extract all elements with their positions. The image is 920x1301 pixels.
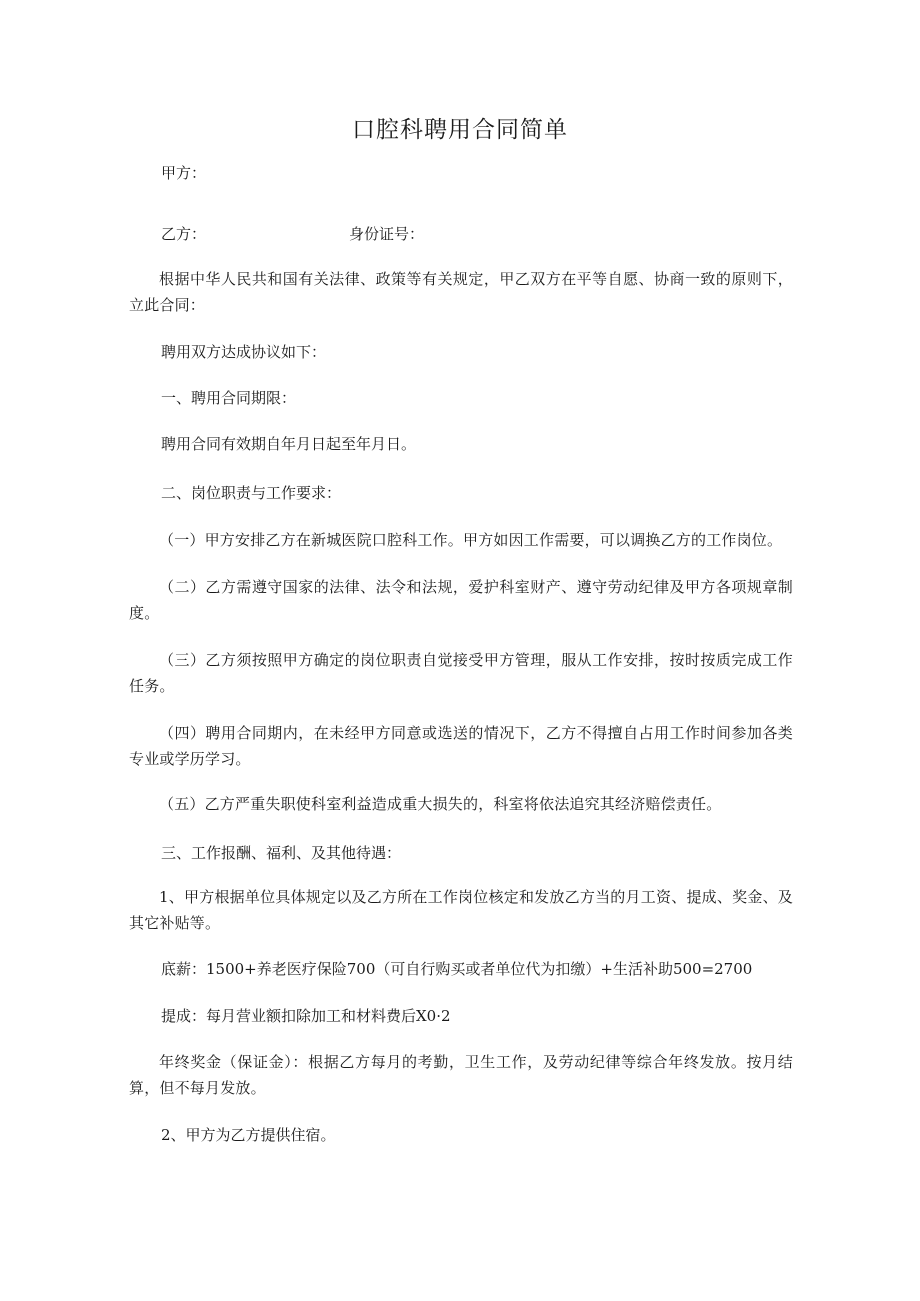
section2-item-5: （五）乙方严重失职使科室利益造成重大损失的，科室将依法追究其经济赔偿责任。: [159, 795, 722, 813]
document-title: 口腔科聘用合同简单: [352, 117, 568, 143]
section2-item-3: （三）乙方须按照甲方确定的岗位职责自觉接受甲方管理，服从工作安排，按时按质完成工作任务。: [129, 651, 793, 695]
section3-heading: 三、工作报酬、福利、及其他待遇：: [161, 844, 402, 862]
section1-heading: 一、聘用合同期限：: [161, 389, 297, 407]
year-end-bonus-paragraph: 年终奖金（保证金）：根据乙方每月的考勤，卫生工作，及劳动纪律等综合年终发放。按月结算，但不每月发放。: [129, 1053, 793, 1097]
section3-item-2: 2、甲方为乙方提供住宿。: [161, 1126, 336, 1144]
party-b-label: 乙方：: [161, 225, 207, 243]
commission-line: 提成：每月营业额扣除加工和材料费后X0·2: [161, 1007, 451, 1025]
section2-item-4: （四）聘用合同期内，在未经甲方同意或选送的情况下，乙方不得擅自占用工作时间参加各类专业或学历学习。: [129, 724, 793, 768]
section2-heading: 二、岗位职责与工作要求：: [161, 484, 342, 502]
preamble-paragraph: 根据中华人民共和国有关法律、政策等有关规定，甲乙双方在平等自愿、协商一致的原则下，立此合同：: [129, 270, 793, 314]
section2-item-2: （二）乙方需遵守国家的法律、法令和法规，爱护科室财产、遵守劳动纪律及甲方各项规章制度。: [129, 578, 793, 622]
agreement-intro: 聘用双方达成协议如下：: [161, 343, 327, 361]
id-number-label: 身份证号：: [349, 225, 425, 243]
section3-item-1: 1、甲方根据单位具体规定以及乙方所在工作岗位核定和发放乙方当的月工资、提成、奖金、及其它补贴等。: [129, 888, 793, 932]
section2-item-1: （一）甲方安排乙方在新城医院口腔科工作。甲方如因工作需要，可以调换乙方的工作岗位。: [159, 531, 783, 549]
base-salary-line: 底薪：1500+养老医疗保险700（可自行购买或者单位代为扣缴）+生活补助500=2700: [161, 960, 753, 978]
section1-text: 聘用合同有效期自年月日起至年月日。: [161, 435, 417, 453]
party-a-label: 甲方：: [161, 164, 207, 182]
